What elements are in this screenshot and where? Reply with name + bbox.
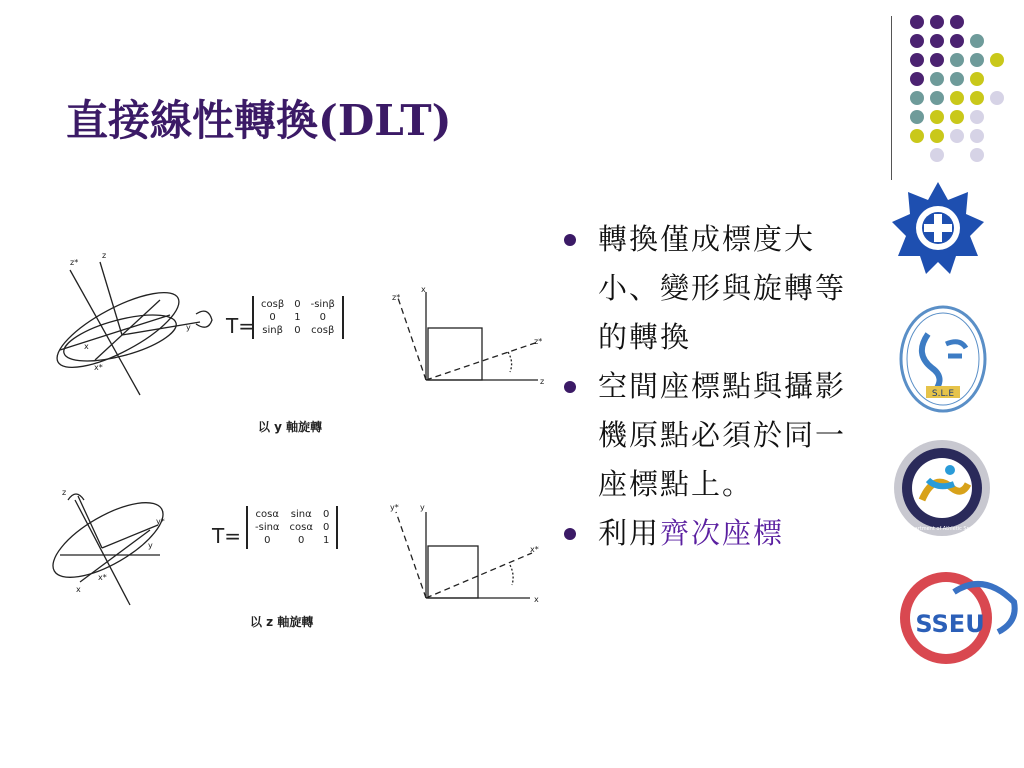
bullet-icon: [564, 528, 576, 540]
axis-label: y*: [156, 517, 165, 526]
decorative-dot: [970, 72, 984, 86]
matrix-cell: cosα: [289, 522, 313, 533]
bullet-item: [562, 509, 852, 558]
matrix-cell: -sinβ: [310, 299, 335, 310]
axis-label: x: [421, 285, 426, 294]
decorative-dot: [990, 53, 1004, 67]
decorative-dot: [950, 34, 964, 48]
matrix-cell: 1: [322, 535, 330, 546]
bullet-text: 轉換僅成標度大小、變形與旋轉等的轉換: [598, 222, 847, 354]
decorative-dot: [930, 148, 944, 162]
transform-label: T=: [226, 314, 255, 338]
athletic-sports-department-logo: [892, 428, 992, 548]
decorative-dot: [990, 91, 1004, 105]
matrix-cell: 0: [322, 522, 330, 533]
athletic-logo-text: Department of Athletic Sports: [904, 526, 980, 532]
sle-logo: [898, 304, 988, 414]
decorative-dot: [970, 34, 984, 48]
decorative-dot: [970, 91, 984, 105]
matrix-cell: 0: [294, 325, 301, 336]
axis-label: x*: [98, 573, 107, 582]
decorative-dot: [910, 53, 924, 67]
matrix-cell: 1: [294, 312, 301, 323]
decorative-dot: [930, 15, 944, 29]
ccu-emblem-logo: [890, 178, 986, 278]
decorative-dot: [970, 53, 984, 67]
decorative-dot: [950, 53, 964, 67]
decorative-dot: [910, 110, 924, 124]
decorative-dot: [930, 110, 944, 124]
decorative-dot: [950, 129, 964, 143]
decorative-dot: [930, 91, 944, 105]
decorative-dot: [970, 129, 984, 143]
axis-label: x: [534, 595, 539, 604]
axis-label: z*: [70, 258, 79, 267]
decorative-dot: [910, 91, 924, 105]
bullet-icon: [564, 234, 576, 246]
decorative-dot: [970, 148, 984, 162]
decorative-dot: [910, 72, 924, 86]
decorative-dot: [950, 110, 964, 124]
matrix-cell: 0: [319, 312, 326, 323]
matrix-cell: 0: [322, 509, 330, 520]
sseu-logo-text: SSEU: [915, 610, 985, 638]
axis-label: z: [62, 488, 67, 497]
decorative-dot: [910, 129, 924, 143]
matrix-cell: sinα: [290, 509, 312, 520]
decorative-dot: [930, 53, 944, 67]
axis-label: y: [420, 503, 425, 512]
page-title: 直接線性轉換(DLT): [66, 96, 452, 145]
matrix-cell: cosα: [255, 509, 279, 520]
bullet-list: [562, 215, 852, 558]
matrix-cell: sinβ: [262, 325, 283, 336]
bullet-text: 利用: [598, 516, 661, 550]
bullet-icon: [564, 381, 576, 393]
divider-line: [891, 16, 892, 180]
axis-label: x*: [94, 363, 103, 372]
axis-label: x*: [530, 545, 539, 554]
axis-label: y*: [390, 503, 399, 512]
bullet-highlight: 齊次座標: [660, 516, 785, 550]
axis-label: z*: [534, 337, 543, 346]
sle-logo-text: S.L.E: [931, 389, 955, 399]
bullet-item: [562, 362, 852, 509]
z-rotation-matrix: [246, 506, 338, 549]
decorative-dot: [930, 34, 944, 48]
z-rotation-3d-sketch: [42, 488, 173, 605]
y-rotation-caption: 以 y 軸旋轉: [258, 420, 323, 434]
axis-label: z: [102, 251, 107, 260]
matrix-cell: 0: [298, 535, 305, 546]
axis-label: z: [540, 377, 545, 386]
matrix-cell: -sinα: [255, 522, 280, 533]
matrix-cell: cosβ: [311, 325, 335, 336]
bullet-text: 空間座標點與攝影機原點必須於同一座標點上。: [598, 369, 847, 501]
matrix-cell: 0: [269, 312, 276, 323]
axis-label: x: [84, 342, 89, 351]
z-rotation-caption: 以 z 軸旋轉: [250, 615, 314, 629]
y-rotation-matrix: [252, 296, 344, 339]
bullet-item: [562, 215, 852, 362]
matrix-cell: cosβ: [261, 299, 285, 310]
y-rotation-2d-axes: [398, 292, 538, 380]
sseu-logo: [894, 562, 1024, 672]
axis-label: z*: [392, 293, 401, 302]
matrix-cell: 0: [294, 299, 301, 310]
decorative-dot: [950, 72, 964, 86]
transform-label: T=: [212, 524, 241, 548]
axis-label: y: [148, 541, 153, 550]
decorative-dot: [930, 129, 944, 143]
decorative-dot: [910, 15, 924, 29]
decorative-dot: [950, 15, 964, 29]
matrix-cell: 0: [264, 535, 271, 546]
axis-label: x: [76, 585, 81, 594]
decorative-dot: [970, 110, 984, 124]
axis-label: y: [186, 323, 191, 332]
decorative-dot: [910, 34, 924, 48]
decorative-dot: [930, 72, 944, 86]
z-rotation-2d-axes: [396, 512, 532, 598]
decorative-dot: [950, 91, 964, 105]
